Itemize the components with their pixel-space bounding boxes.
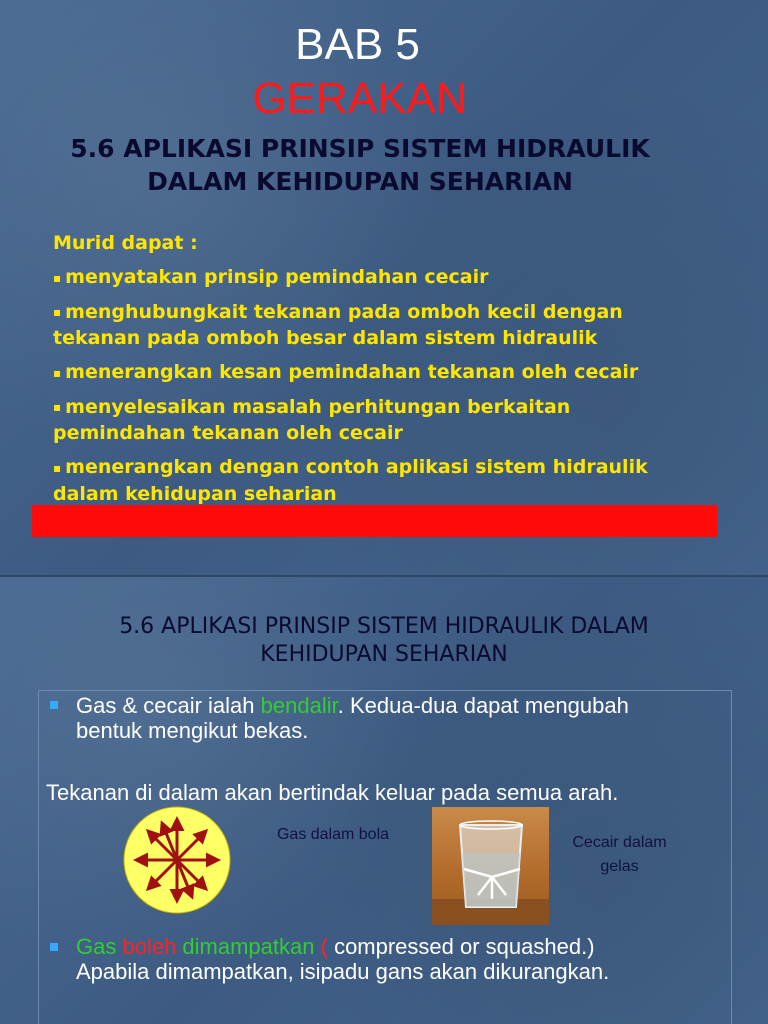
slide2-title-line2: KEHIDUPAN SEHARIAN bbox=[260, 642, 508, 667]
objective-item: ▪ menerangkan kesan pemindahan tekanan oleh cecair bbox=[53, 361, 639, 383]
section-subtitle-line2: DALAM KEHIDUPAN SEHARIAN bbox=[147, 167, 573, 196]
section-subtitle-line1: 5.6 APLIKASI PRINSIP SISTEM HIDRAULIK bbox=[70, 134, 650, 163]
bullet-square-icon bbox=[50, 943, 58, 951]
glass-icon bbox=[432, 807, 549, 925]
red-banner bbox=[32, 505, 717, 537]
objective-item: ▪ menghubungkait tekanan pada omboh kecil dengan tekanan pada omboh besar dalam sistem hidraulik bbox=[53, 300, 623, 349]
section-subtitle bbox=[0, 132, 720, 198]
paragraph-pressure: Tekanan di dalam akan bertindak keluar pada semua arah. bbox=[46, 780, 619, 805]
bullet-icon: ▪ bbox=[53, 400, 62, 414]
bullet-icon: ▪ bbox=[53, 305, 62, 319]
slide-fluids bbox=[0, 577, 768, 1024]
slide-title: BAB 5 bbox=[295, 20, 420, 69]
objective-item: ▪ menyatakan prinsip pemindahan cecair bbox=[53, 266, 489, 288]
bullet-square-icon bbox=[50, 701, 58, 709]
objectives-heading: Murid dapat : bbox=[53, 232, 198, 254]
objective-item: ▪ menerangkan dengan contoh aplikasi sistem hidraulik dalam kehidupan seharian bbox=[53, 456, 648, 505]
paragraph-compression: Gas boleh dimampatkan ( compressed or squashed.) Apabila dimampatkan, isipadu gans akan dikurangkan. bbox=[76, 934, 610, 984]
slide2-title bbox=[0, 613, 768, 669]
bullet-icon: ▪ bbox=[53, 270, 62, 285]
glass-of-water-image bbox=[432, 807, 549, 925]
slide2-title-line1: 5.6 APLIKASI PRINSIP SISTEM HIDRAULIK DALAM bbox=[119, 614, 649, 639]
label-gas-in-ball: Gas dalam bola bbox=[276, 826, 390, 843]
bullet-icon: ▪ bbox=[53, 365, 62, 380]
label-liquid-in-glass: Cecair dalam gelas bbox=[572, 834, 667, 875]
chapter-title: GERAKAN bbox=[252, 74, 468, 123]
paragraph-fluids: Gas & cecair ialah bendalir. Kedua-dua dapat mengubah bentuk mengikut bekas. bbox=[76, 693, 629, 743]
objective-item: ▪ menyelesaikan masalah perhitungan berkaitan pemindahan tekanan oleh cecair bbox=[53, 395, 571, 444]
gas-ball-diagram bbox=[122, 805, 232, 915]
term-bendalir: bendalir bbox=[260, 693, 338, 718]
bullet-icon: ▪ bbox=[53, 460, 62, 475]
objectives-list bbox=[53, 230, 673, 515]
